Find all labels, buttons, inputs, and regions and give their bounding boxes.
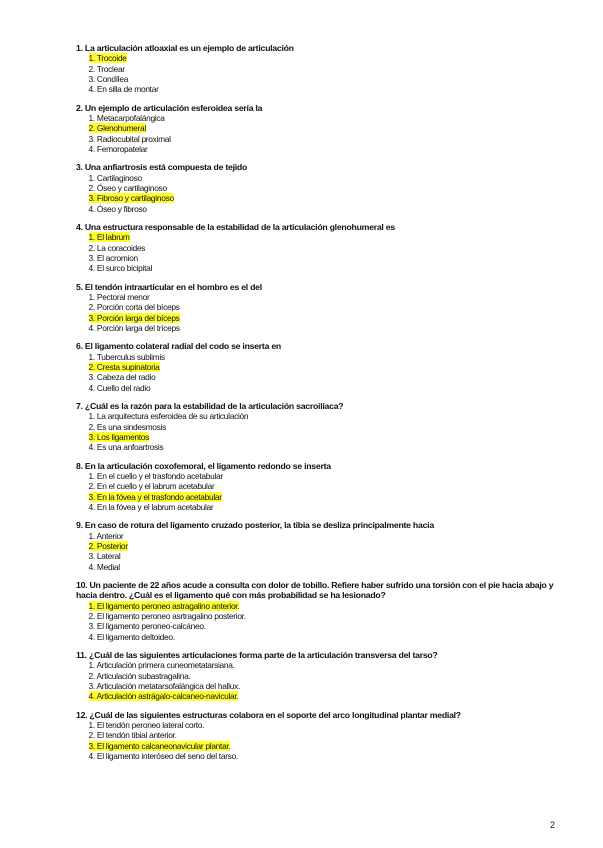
option-number: 3. bbox=[88, 740, 95, 751]
question-text: 2. Un ejemplo de articulación esferoidea sería la bbox=[76, 102, 263, 113]
option-text: La arquitectura esferoidea de su articulación bbox=[96, 411, 249, 422]
option-number: 4. bbox=[88, 322, 95, 333]
option-number: 1. bbox=[88, 232, 95, 243]
option-number: 2. bbox=[88, 540, 95, 551]
answer-option bbox=[76, 492, 566, 502]
option-text: Pectoral menor bbox=[96, 291, 150, 302]
answer-option bbox=[76, 691, 566, 701]
answer-option bbox=[76, 123, 566, 133]
highlighted-answer: El ligamento peroneo astragalino anterior. bbox=[96, 600, 240, 611]
option-number: 4. bbox=[88, 442, 95, 453]
question-text: 1. La articulación atloaxial es un ejemplo de articulación bbox=[76, 43, 294, 53]
option-text: Articulación subastragalina. bbox=[96, 670, 191, 681]
answer-option bbox=[76, 204, 566, 214]
answer-option bbox=[76, 352, 566, 362]
answer-option bbox=[76, 541, 566, 551]
highlight-mark bbox=[89, 601, 240, 611]
option-text: Medial bbox=[96, 561, 120, 572]
option-number: 4. bbox=[88, 143, 95, 154]
answer-option bbox=[76, 681, 566, 691]
option-text: Cabeza del radio bbox=[96, 372, 156, 383]
option-text: Condílea bbox=[96, 73, 129, 84]
highlighted-answer: En la fóvea y el trasfondo acetabular bbox=[96, 491, 222, 502]
highlighted-answer: Porción larga del bíceps bbox=[96, 312, 180, 323]
option-text: Articulación primera cuneometatarsiana. bbox=[96, 660, 235, 671]
question-block bbox=[76, 710, 566, 761]
option-number: 3. bbox=[88, 551, 95, 562]
highlight-mark bbox=[89, 123, 146, 133]
option-text: En silla de montar bbox=[96, 84, 159, 95]
answer-option bbox=[76, 611, 566, 621]
answer-option bbox=[76, 183, 566, 193]
option-number: 3. bbox=[88, 491, 95, 502]
option-text: Cartilaginoso bbox=[96, 172, 142, 183]
highlight-mark bbox=[89, 313, 180, 323]
question-block bbox=[76, 580, 566, 642]
answer-option bbox=[76, 113, 566, 123]
answer-option bbox=[76, 53, 566, 63]
question-text: 9. En caso de rotura del ligamento cruzado posterior, la tibia se desliza principalmente hacia bbox=[76, 520, 434, 531]
option-number: 4. bbox=[88, 84, 95, 95]
question-text: 6. El ligamento colateral radial del codo se inserta en bbox=[76, 341, 281, 352]
answer-option bbox=[76, 411, 566, 421]
answer-option bbox=[76, 134, 566, 144]
answer-option bbox=[76, 232, 566, 242]
highlighted-answer: Fibroso y cartilaginoso bbox=[96, 193, 174, 204]
option-number: 1. bbox=[88, 351, 95, 362]
answer-option bbox=[76, 502, 566, 512]
answer-option bbox=[76, 531, 566, 541]
question-block bbox=[76, 650, 566, 701]
answer-option bbox=[76, 632, 566, 642]
option-number: 1. bbox=[88, 719, 95, 730]
question-text: 10. Un paciente de 22 años acude a consulta con dolor de tobillo. Refiere haber sufrido una torsión con el pie hacia abajo y hacia dentro. ¿Cuál es el ligamento qué con más probabilidad se ha lesionado? bbox=[76, 580, 554, 601]
answer-option bbox=[76, 471, 566, 481]
answer-option bbox=[76, 621, 566, 631]
highlighted-answer: Trocoide bbox=[96, 53, 127, 64]
answer-option bbox=[76, 720, 566, 730]
option-number: 3. bbox=[88, 252, 95, 263]
option-text: Es una anfoartrosis bbox=[96, 442, 164, 453]
option-number: 4. bbox=[88, 203, 95, 214]
option-number: 2. bbox=[88, 242, 95, 253]
option-number: 1. bbox=[88, 660, 95, 671]
question-block bbox=[76, 282, 566, 333]
option-text: Lateral bbox=[96, 551, 121, 562]
highlight-mark bbox=[89, 741, 231, 751]
option-text: El surco bicipital bbox=[96, 263, 153, 274]
answer-option bbox=[76, 292, 566, 302]
question-block bbox=[76, 520, 566, 571]
page-number: 2 bbox=[550, 820, 556, 830]
option-number: 1. bbox=[88, 172, 95, 183]
option-number: 2. bbox=[88, 610, 95, 621]
answer-option bbox=[76, 362, 566, 372]
answer-option bbox=[76, 730, 566, 740]
answer-option bbox=[76, 481, 566, 491]
answer-option bbox=[76, 372, 566, 382]
option-number: 3. bbox=[88, 372, 95, 383]
option-number: 3. bbox=[88, 431, 95, 442]
highlighted-answer: Articulación astrágalo-calcaneo-navicular. bbox=[96, 691, 239, 702]
option-text: El acromion bbox=[96, 252, 138, 263]
option-number: 3. bbox=[88, 193, 95, 204]
question-text: 12. ¿Cuál de las siguientes estructuras colabora en el soporte del arco longitudinal plantar medial? bbox=[76, 709, 461, 720]
option-text: Troclear bbox=[96, 63, 125, 74]
option-text: Porción larga del tríceps bbox=[96, 322, 180, 333]
option-number: 4. bbox=[88, 501, 95, 512]
option-number: 4. bbox=[88, 631, 95, 642]
option-number: 2. bbox=[88, 182, 95, 193]
question-block bbox=[76, 222, 566, 273]
answer-option bbox=[76, 253, 566, 263]
highlighted-answer: Posterior bbox=[96, 540, 128, 551]
option-text: Anterior bbox=[96, 530, 124, 541]
answer-option bbox=[76, 193, 566, 203]
answer-option bbox=[76, 263, 566, 273]
option-number: 2. bbox=[88, 123, 95, 134]
option-text: El tendón peroneo lateral corto. bbox=[96, 719, 205, 730]
highlighted-answer: Glenohumeral bbox=[96, 123, 146, 134]
option-text: El ligamento deltoideo. bbox=[96, 631, 175, 642]
option-number: 4. bbox=[88, 691, 95, 702]
option-number: 2. bbox=[88, 421, 95, 432]
option-text: Articulación metatarsofalángica del hallux. bbox=[96, 680, 240, 691]
option-text: La coracoides bbox=[96, 242, 146, 253]
answer-option bbox=[76, 562, 566, 572]
option-text: Es una sindesmosis bbox=[96, 421, 167, 432]
option-number: 1. bbox=[88, 600, 95, 611]
option-number: 2. bbox=[88, 302, 95, 313]
option-text: El tendón tibial anterior. bbox=[96, 730, 177, 741]
highlight-mark bbox=[89, 541, 128, 551]
answer-option bbox=[76, 660, 566, 670]
option-text: Metacarpofalángica bbox=[96, 112, 165, 123]
option-number: 1. bbox=[88, 53, 95, 64]
answer-option bbox=[76, 432, 566, 442]
option-text: En el cuello y el trasfondo acetabular bbox=[96, 471, 223, 481]
option-number: 1. bbox=[88, 530, 95, 541]
option-text: Tuberculus sublimis bbox=[96, 351, 165, 362]
option-text: Óseo y fibroso bbox=[96, 203, 147, 214]
option-text: Porción corta del bíceps bbox=[96, 302, 180, 313]
question-block bbox=[76, 401, 566, 452]
highlighted-answer: Cresta supinatoria bbox=[96, 361, 160, 372]
highlighted-answer: Los ligamentos bbox=[96, 431, 150, 442]
option-number: 3. bbox=[88, 133, 95, 144]
option-text: Femoropatelar bbox=[96, 143, 148, 154]
option-number: 2. bbox=[88, 361, 95, 372]
question-text: 5. El tendón intraarticular en el hombro es el del bbox=[76, 281, 262, 292]
highlight-mark bbox=[89, 53, 127, 63]
option-text: Óseo y cartilaginoso bbox=[96, 182, 167, 193]
question-text: 8. En la articulación coxofemoral, el ligamento redondo se inserta bbox=[76, 460, 331, 471]
highlighted-answer: El ligamento calcaneonavicular plantar. bbox=[96, 740, 231, 751]
answer-option bbox=[76, 313, 566, 323]
highlight-mark bbox=[89, 193, 174, 203]
question-text: 4. Una estructura responsable de la estabilidad de la articulación glenohumeral es bbox=[76, 222, 395, 233]
option-number: 3. bbox=[88, 312, 95, 323]
option-number: 1. bbox=[88, 471, 95, 481]
option-text: Radiocubital proximal bbox=[96, 133, 171, 144]
answer-option bbox=[76, 671, 566, 681]
option-text: El ligamento peroneo asrtragalino posterior. bbox=[96, 610, 246, 621]
option-text: En la fóvea y el labrum acetabular bbox=[96, 501, 214, 512]
option-text: Cuello del radio bbox=[96, 382, 151, 393]
option-number: 3. bbox=[88, 680, 95, 691]
answer-option bbox=[76, 442, 566, 452]
highlight-mark bbox=[89, 232, 130, 242]
option-number: 3. bbox=[88, 621, 95, 632]
question-text: 7. ¿Cuál es la razón para la estabilidad de la articulación sacroilíaca? bbox=[76, 401, 344, 412]
question-block bbox=[76, 461, 566, 512]
answer-option bbox=[76, 302, 566, 312]
answer-option bbox=[76, 601, 566, 611]
question-list bbox=[76, 43, 566, 769]
answer-option bbox=[76, 323, 566, 333]
question-text: 11. ¿Cuál de las siguientes articulaciones forma parte de la articulación transversa del tarso? bbox=[76, 650, 438, 661]
option-number: 2. bbox=[88, 481, 95, 492]
answer-option bbox=[76, 422, 566, 432]
option-number: 4. bbox=[88, 750, 95, 761]
option-number: 2. bbox=[88, 63, 95, 74]
highlight-mark bbox=[89, 432, 150, 442]
answer-option bbox=[76, 551, 566, 561]
highlighted-answer: El labrum bbox=[96, 232, 130, 243]
option-text: El ligamento peroneo-calcáneo. bbox=[96, 621, 206, 632]
answer-option bbox=[76, 74, 566, 84]
question-block bbox=[76, 341, 566, 392]
question-text: 3. Una anfiartrosis está compuesta de tejido bbox=[76, 162, 248, 173]
highlight-mark bbox=[89, 691, 239, 701]
highlight-mark bbox=[89, 492, 222, 502]
question-block bbox=[76, 43, 566, 94]
option-number: 4. bbox=[88, 263, 95, 274]
answer-option bbox=[76, 741, 566, 751]
option-number: 4. bbox=[88, 561, 95, 572]
option-number: 1. bbox=[88, 411, 95, 422]
answer-option bbox=[76, 751, 566, 761]
answer-option bbox=[76, 173, 566, 183]
option-number: 3. bbox=[88, 73, 95, 84]
answer-option bbox=[76, 243, 566, 253]
question-block bbox=[76, 103, 566, 154]
option-number: 4. bbox=[88, 382, 95, 393]
highlight-mark bbox=[89, 362, 160, 372]
answer-option bbox=[76, 383, 566, 393]
answer-option bbox=[76, 64, 566, 74]
option-number: 2. bbox=[88, 670, 95, 681]
answer-option bbox=[76, 144, 566, 154]
question-block bbox=[76, 162, 566, 213]
option-number: 1. bbox=[88, 291, 95, 302]
answer-option bbox=[76, 84, 566, 94]
option-text: En el cuello y el labrum acetabular bbox=[96, 481, 215, 492]
option-number: 2. bbox=[88, 730, 95, 741]
option-number: 1. bbox=[88, 112, 95, 123]
option-text: El ligamento interóseo del seno del tarso. bbox=[96, 750, 238, 761]
